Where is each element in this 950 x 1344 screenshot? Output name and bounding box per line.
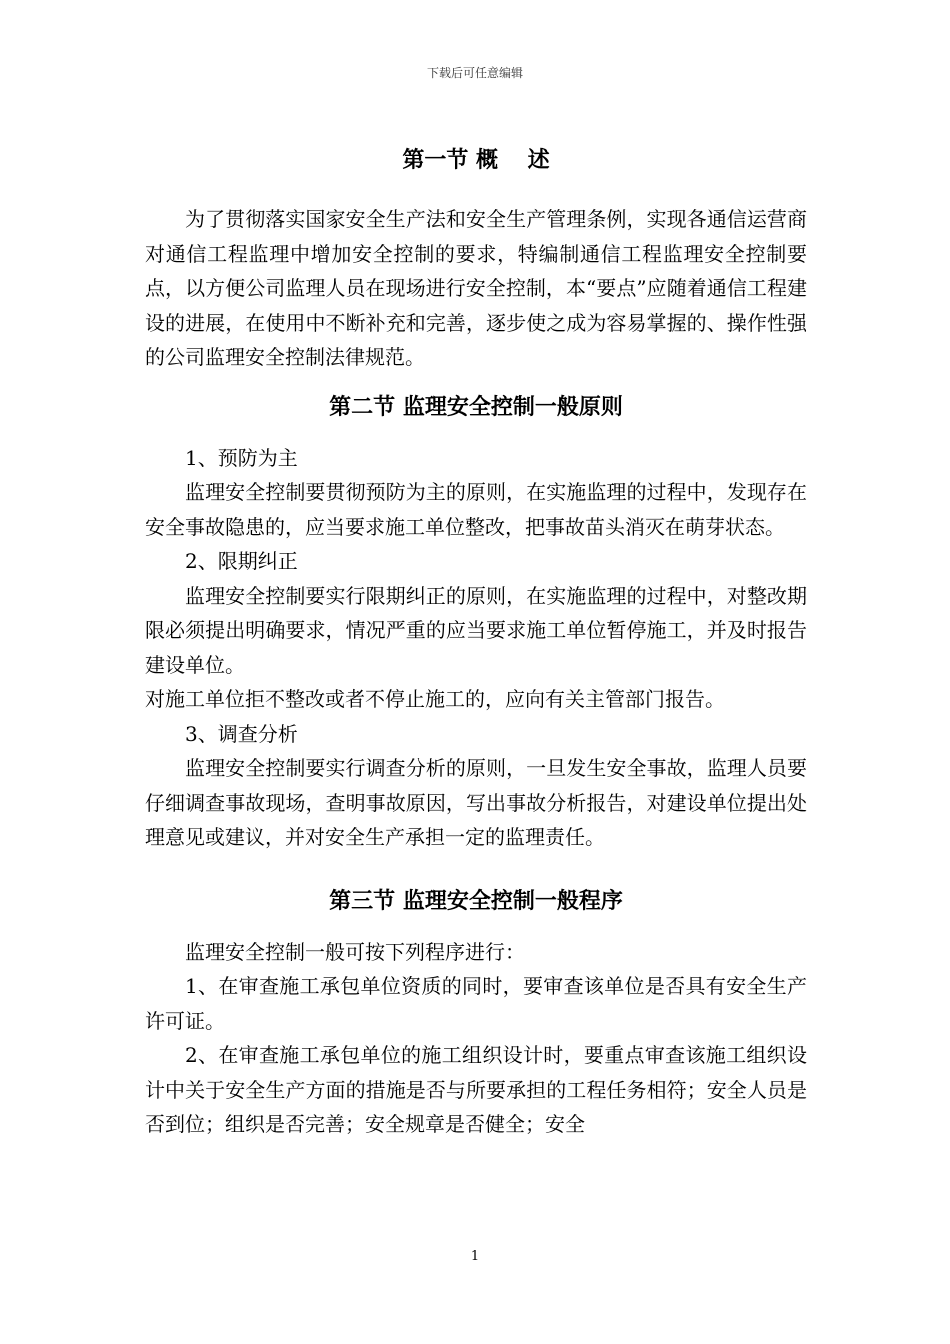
principle-1-text: 监理安全控制要贯彻预防为主的原则，在实施监理的过程中，发现存在安全事故隐患的，应当要求施工单位整改，把事故苗头消灭在萌芽状态。 [145, 480, 807, 539]
section-2-title: 第二节 监理安全控制一般原则 [329, 393, 623, 420]
page-header: 下载后可任意编辑 [426, 66, 523, 80]
section-3-title: 第三节 监理安全控制一般程序 [329, 887, 623, 914]
section-1-title: 第一节 概 述 [402, 147, 550, 173]
principle-2-text-continued: 对施工单位拒不整改或者不停止施工的，应向有关主管部门报告。 [145, 687, 725, 711]
page-number: 1 [470, 1249, 480, 1264]
principle-2-text: 监理安全控制要实行限期纠正的原则，在实施监理的过程中，对整改期限必须提出明确要求，情况严重的应当要求施工单位暂停施工，并及时报告建设单位。 [145, 583, 807, 677]
procedure-step-2: 2、在审查施工承包单位的施工组织设计时，要重点审查该施工组织设计中关于安全生产方面的措施是否与所要承担的工程任务相符；安全人员是否到位；组织是否完善；安全规章是否健全；安全 [145, 1043, 807, 1136]
procedure-step-1: 1、在审查施工承包单位资质的同时，要审查该单位是否具有安全生产许可证。 [145, 974, 807, 1033]
procedure-intro: 监理安全控制一般可按下列程序进行： [185, 939, 525, 964]
principle-3-text: 监理安全控制要实行调查分析的原则，一旦发生安全事故，监理人员要仔细调查事故现场，查明事故原因，写出事故分析报告，对建设单位提出处理意见或建议，并对安全生产承担一定的监理责任。 [145, 756, 807, 849]
principle-1-heading: 1、预防为主 [185, 445, 298, 470]
principle-3-heading: 3、调查分析 [185, 721, 298, 746]
document-body [145, 140, 807, 1142]
section-1-paragraph: 为了贯彻落实国家安全生产法和安全生产管理条例，实现各通信运营商对通信工程监理中增加安全控制的要求，特编制通信工程监理安全控制要点，以方便公司监理人员在现场进行安全控制，本“要点”应随着通信工程建设的进展，在使用中不断补充和完善，逐步使之成为容易掌握的、操作性强的公司监理安全控制法律规范。 [145, 207, 807, 369]
principle-2-heading: 2、限期纠正 [185, 549, 298, 573]
